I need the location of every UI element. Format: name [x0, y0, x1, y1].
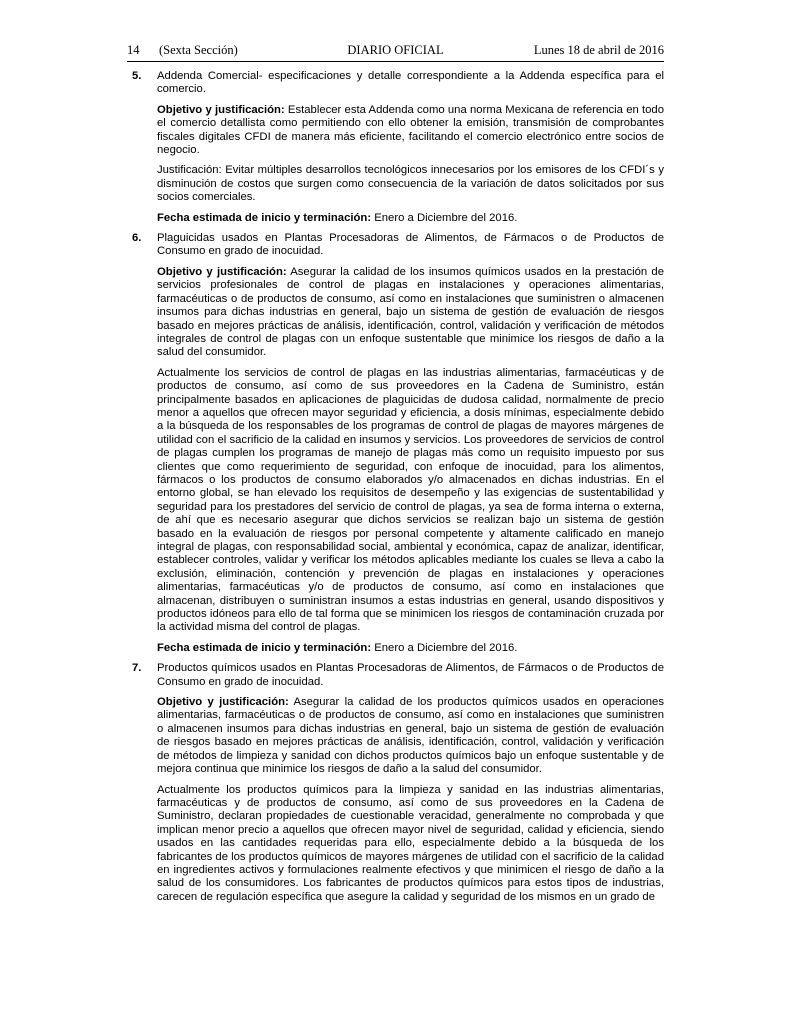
header-date: Lunes 18 de abril de 2016 — [533, 43, 664, 57]
list-item-6 — [127, 232, 664, 655]
objective-label: Objetivo y justificación: — [157, 265, 287, 278]
date-text: Enero a Diciembre del 2016. — [371, 641, 518, 654]
objective-text: Asegurar la calidad de los insumos químicos usados en la prestación de servicios profesionales de control de plagas en instalaciones y operaciones alimentarias, farmacéuticas o de productos de consumo, así como en instalaciones que suministren o almacenen insumos para dichas industrias en general, bajo un sistema de gestión de evaluación de riesgos basado en mejores prácticas de análisis, identificación, control, validación y verificación de métodos integrales de control de plagas con un enfoque sustentable que minimice los riesgos de daño a la salud del consumidor. — [157, 265, 664, 359]
page-header — [127, 43, 664, 62]
description-paragraph: Actualmente los servicios de control de plagas en las industrias alimentarias, farmacéuticas y de productos de consumo, así como de sus proveedores en la Cadena de Suministro, están principalmente basados en aplicaciones de plaguicidas de dudosa calidad, normalmente de precio menor a aquellos que ofrecen mayor seguridad y eficiencia, a dosis mínimas, especialmente debido a la búsqueda de los responsables de los programas de control de plagas de mayores márgenes de utilidad con el sacrificio de la calidad en insumos y servicios. Los proveedores de servicios de control de plagas cumplen los programas de manejo de plagas más como un requisito impuesto por sus clientes que como requerimiento de seguridad, con enfoque de inocuidad, para los alimentos, fármacos o los productos de consumo elaborados y/o almacenados en dichas industrias. En el entorno global, se han elevado los requisitos de desempeño y las exigencias de sustentabilidad y seguridad para los prestadores del servicio de control de plagas, ya sea de forma interna o externa, de ahí que es necesario asegurar que dichos servicios se realizan bajo un sistema de gestión basado en la evaluación de riesgos por personal competente y altamente calificado en manejo integral de plagas, con responsabilidad social, ambiental y económica, capaz de analizar, identificar, establecer controles, validar y verificar los métodos aplicables mediante los cuales se lleva a cabo la exclusión, eliminación, contención y prevención de plagas en instalaciones y operaciones alimentarias, farmacéuticas y/o de productos de consumo, así como en instalaciones que almacenan, distribuyen o suministran insumos a estas industrias en general, usando dispositivos y productos idóneos para ello de tal forma que se minimicen los riesgos de contaminación cruzada por la actividad misma del control de plagas. — [157, 366, 664, 634]
objective-label: Objetivo y justificación: — [157, 103, 285, 116]
item-title: Addenda Comercial- especificaciones y detalle correspondiente a la Addenda específica para el comercio. — [157, 70, 664, 96]
objective-text: Establecer esta Addenda como una norma Mexicana de referencia en todo el comercio detallista como permitiendo con ello obtener la emisión, transmisión de comprobantes fiscales digitales CFDI de manera más eficiente, facilitando el comercio electrónico entre socios de negocio. — [157, 103, 664, 157]
objective-label: Objetivo y justificación: — [157, 696, 289, 709]
objective-text: Asegurar la calidad de los productos químicos usados en operaciones alimentarias, farmacéuticas o de productos de consumo, así como en instalaciones que suministren o almacenen insumos para dichas industrias en general, bajo un sistema de gestión de evaluación de riesgos basado en mejores prácticas de análisis, identificación, control, validación y verificación de métodos de limpieza y sanidad con dichos productos químicos bajo un enfoque sustentable y de mejora continua que minimice los riesgos de daño a la salud del consumidor. — [157, 696, 664, 776]
list-item-7 — [127, 662, 664, 904]
justification-paragraph: Justificación: Evitar múltiples desarrollos tecnológicos innecesarios por los emisores de los CFDI´s y disminución de costos que surgen como consecuencia de la variación de datos solicitados por sus socios comerciales. — [157, 164, 664, 204]
document-body — [127, 70, 664, 911]
header-section: (Sexta Sección) — [159, 43, 238, 57]
item-title: Plaguicidas usados en Plantas Procesadoras de Alimentos, de Fármacos o de Productos de Consumo en grado de inocuidad. — [157, 232, 664, 258]
description-paragraph: Actualmente los productos químicos para la limpieza y sanidad en las industrias alimentarias, farmacéuticas y de productos de consumo, así como de sus proveedores en la Cadena de Suministro, declaran propiedades de cuestionable veracidad, generalmente no comprobada y que implican menor precio a aquellos que ofrecen mayor nivel de seguridad, calidad y eficiencia, siendo usados en las cantidades requeridas para ello, especialmente debido a la búsqueda de los fabricantes de los productos químicos de mayores márgenes de utilidad con el sacrificio de la calidad en ingredientes activos y formulaciones realmente efectivos y que minimicen el riesgo de daño a la salud de los consumidores. Los fabricantes de productos químicos para estos tipos de industrias, carecen de regulación específica que asegure la calidad y seguridad de los mismos en un grado de — [157, 783, 664, 903]
list-item-5 — [127, 70, 664, 225]
item-number: 5. — [132, 70, 142, 82]
item-title: Productos químicos usados en Plantas Procesadoras de Alimentos, de Fármacos o de Productos de Consumo en grado de inocuidad. — [157, 662, 664, 688]
date-label: Fecha estimada de inicio y terminación: — [157, 641, 372, 654]
objective-paragraph — [157, 104, 664, 158]
header-publication-title: DIARIO OFICIAL — [347, 43, 444, 57]
item-number: 6. — [132, 232, 142, 245]
objective-paragraph — [157, 696, 664, 776]
item-number: 7. — [132, 662, 142, 675]
date-paragraph — [157, 212, 664, 225]
date-paragraph — [157, 642, 664, 655]
date-label: Fecha estimada de inicio y terminación: — [157, 211, 372, 224]
objective-paragraph — [157, 266, 664, 360]
date-text: Enero a Diciembre del 2016. — [371, 211, 518, 224]
header-page-number: 14 — [127, 43, 140, 57]
